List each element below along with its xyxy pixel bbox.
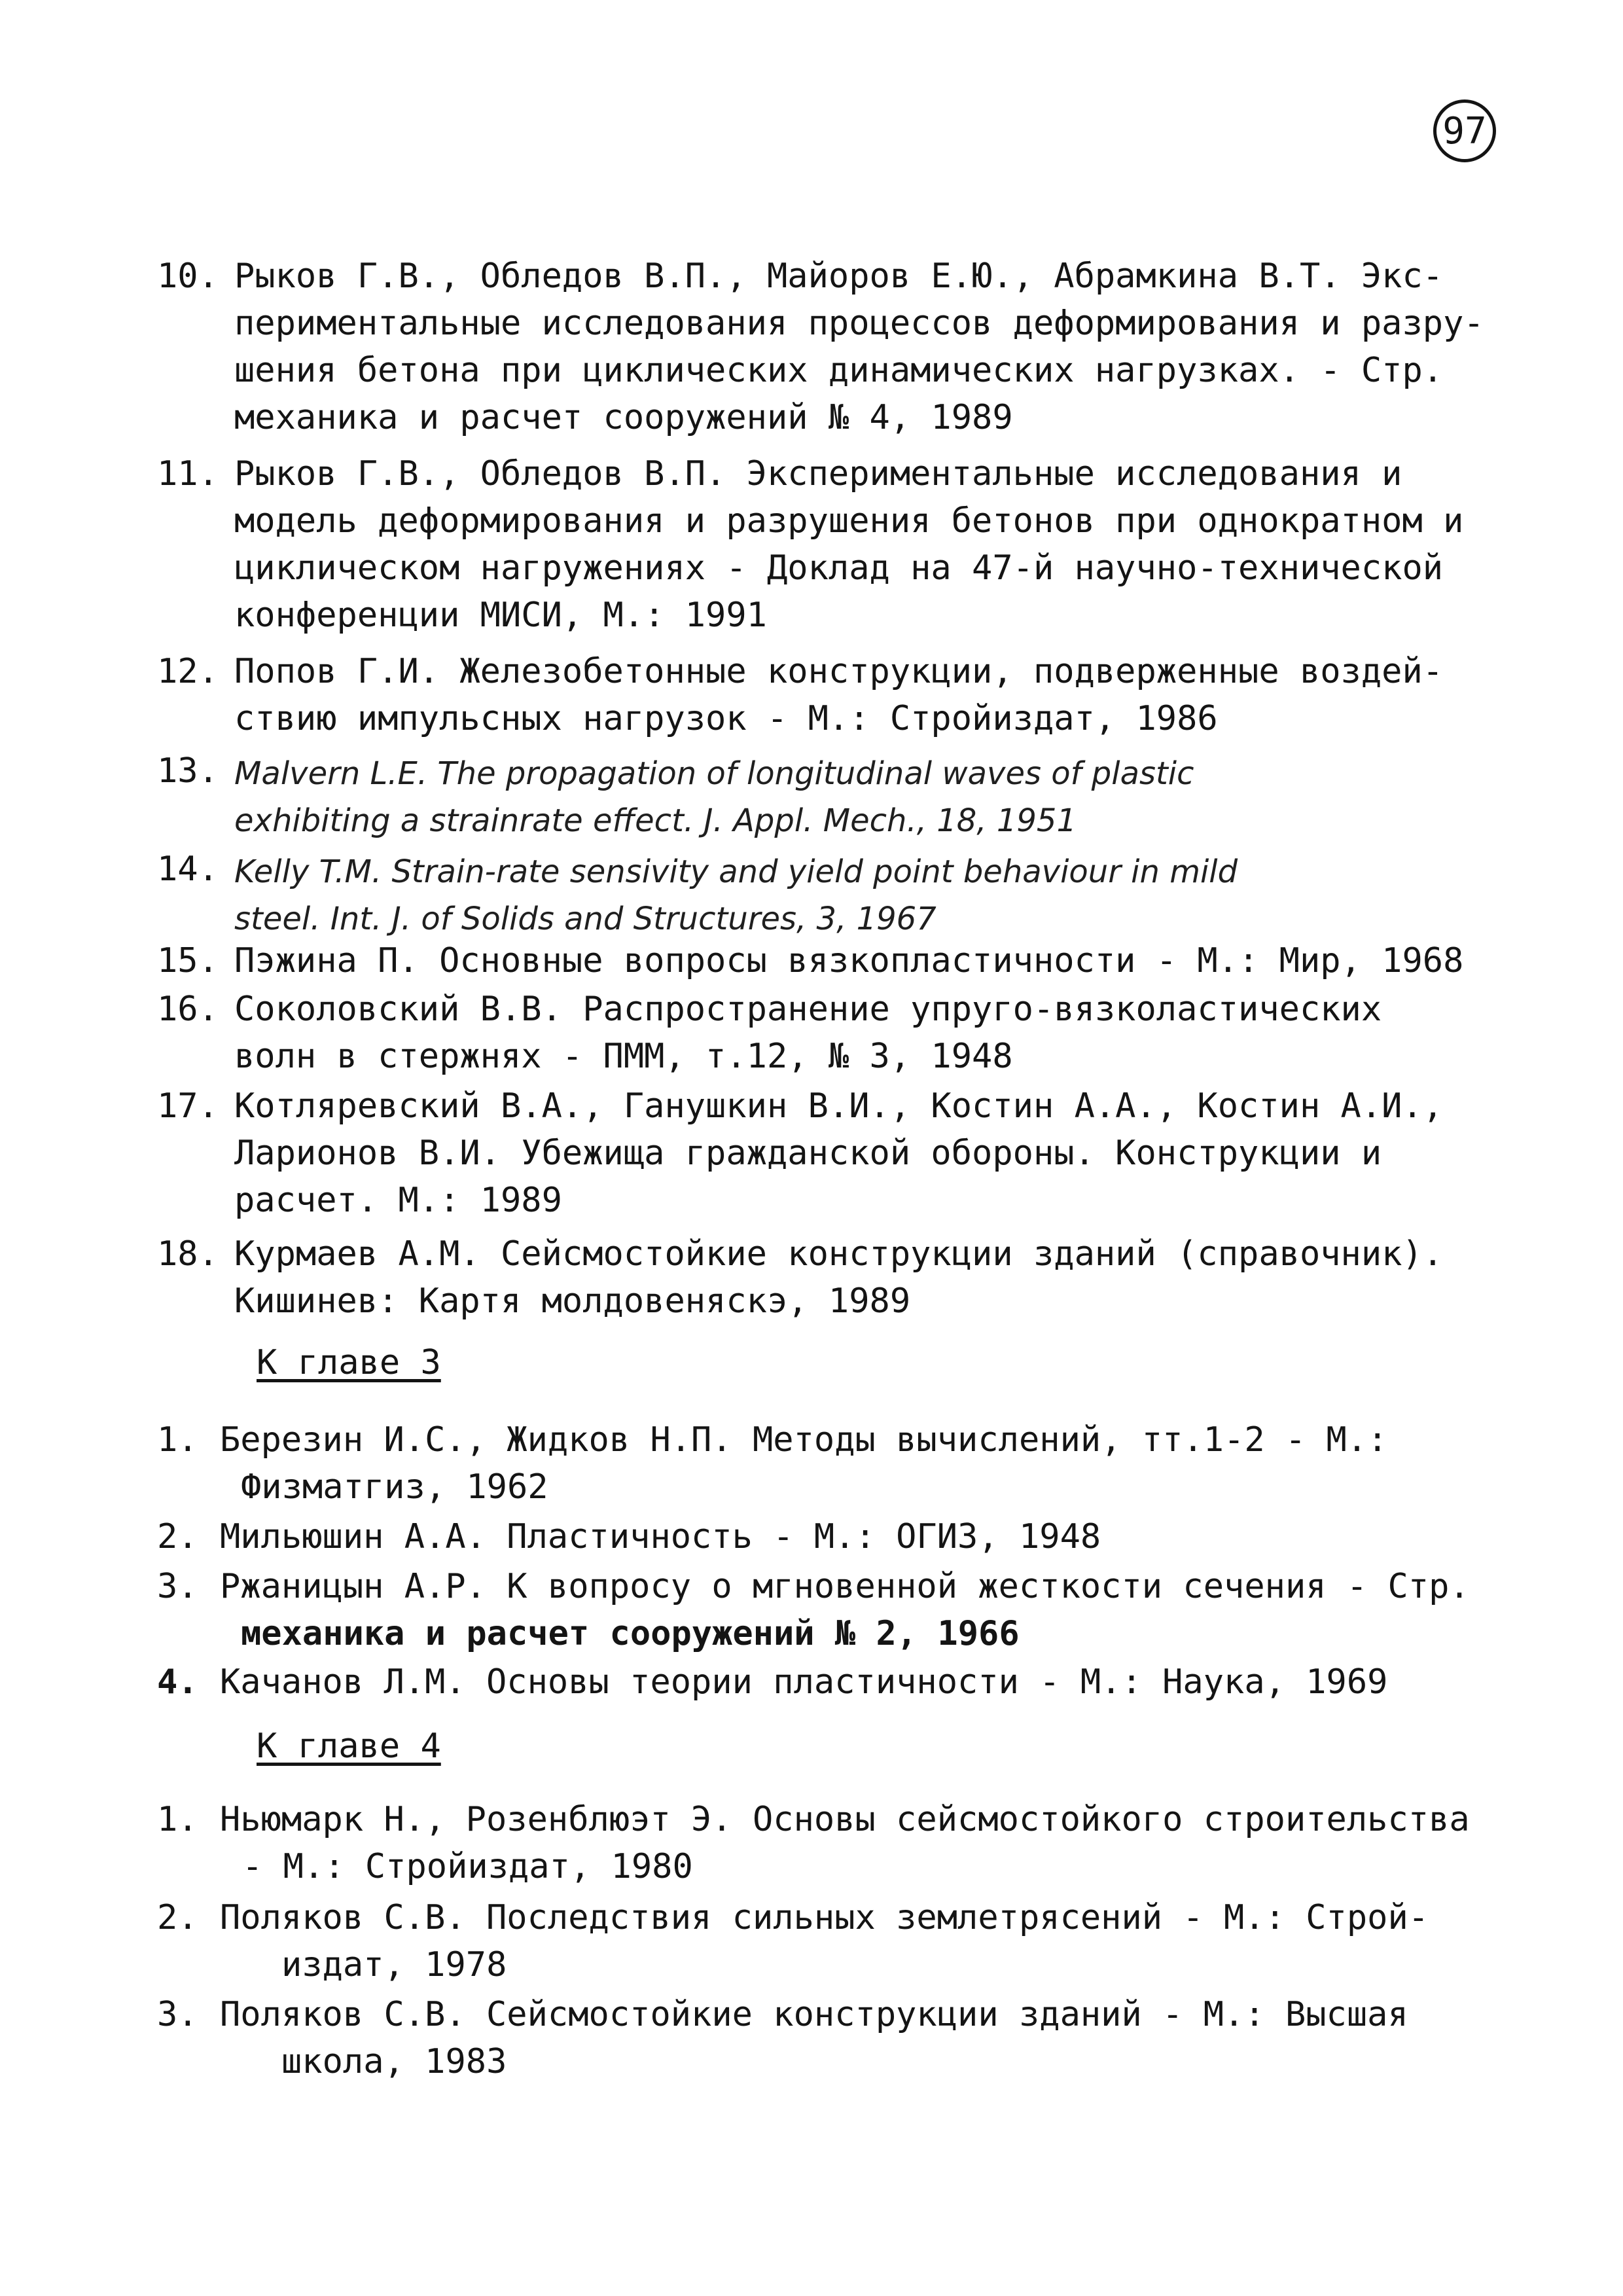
reference-line: - М.: Стройиздат, 1980 [242, 1847, 693, 1886]
chapter-3-heading: К главе 3 [257, 1343, 441, 1382]
reference-number: 13. [157, 751, 219, 791]
reference-line: циклическом нагружениях - Доклад на 47-й научно-технической [234, 548, 1444, 588]
reference-line: Соколовский В.В. Распространение упруго-вязколастических [234, 990, 1382, 1029]
reference-line: модель деформирования и разрушения бетонов при однократном и [234, 501, 1464, 541]
reference-number: 3. [157, 1567, 198, 1606]
reference-number: 1. [157, 1800, 198, 1839]
reference-line: шения бетона при циклических динамических нагрузках. - Стр. [234, 351, 1444, 390]
reference-number: 17. [157, 1086, 219, 1126]
handwritten-reference-line: exhibiting a strainrate effect. J. Appl. Mech., 18, 1951 [234, 802, 1077, 839]
reference-line: Кишинев: Картя молдовеняскэ, 1989 [234, 1282, 911, 1321]
reference-line: волн в стержнях - ПММ, т.12, № 3, 1948 [234, 1037, 1013, 1076]
reference-line: расчет. М.: 1989 [234, 1181, 562, 1220]
reference-number: 15. [157, 941, 219, 980]
reference-number: 16. [157, 990, 219, 1029]
reference-line: Котляревский В.А., Ганушкин В.И., Костин А.А., Костин А.И., [234, 1086, 1444, 1126]
reference-line: Физматгиз, 1962 [241, 1467, 548, 1507]
reference-line: конференции МИСИ, М.: 1991 [234, 596, 767, 635]
reference-line: механика и расчет сооружений № 2, 1966 [241, 1614, 1020, 1653]
handwritten-reference-line: Kelly T.M. Strain-rate sensivity and yield point behaviour in mild [234, 853, 1238, 890]
reference-line: школа, 1983 [281, 2042, 507, 2081]
reference-line: Березин И.С., Жидков Н.П. Методы вычислений, тт.1-2 - М.: [220, 1420, 1388, 1460]
reference-line: Мильюшин А.А. Пластичность - М.: ОГИЗ, 1948 [220, 1517, 1101, 1556]
reference-line: Рыков Г.В., Обледов В.П., Майоров Е.Ю., Абрамкина В.Т. Экс- [234, 257, 1444, 296]
reference-line: ствию импульсных нагрузок - М.: Стройиздат, 1986 [234, 699, 1218, 738]
reference-line: Ньюмарк Н., Розенблюэт Э. Основы сейсмостойкого строительства [220, 1800, 1470, 1839]
reference-number: 4. [157, 1662, 198, 1702]
page-number-text: 97 [1442, 109, 1487, 152]
reference-line: Попов Г.И. Железобетонные конструкции, подверженные воздей- [234, 652, 1444, 691]
reference-number: 18. [157, 1234, 219, 1274]
reference-number: 14. [157, 850, 219, 889]
reference-number: 1. [157, 1420, 198, 1460]
handwritten-reference-line: Malvern L.E. The propagation of longitudinal waves of plastic [234, 755, 1194, 792]
reference-line: издат, 1978 [281, 1945, 507, 1984]
reference-line: Поляков С.В. Последствия сильных землетрясений - М.: Строй- [220, 1898, 1429, 1937]
page-number [1433, 99, 1496, 162]
reference-number: 2. [157, 1898, 198, 1937]
reference-line: Рыков Г.В., Обледов В.П. Экспериментальные исследования и [234, 454, 1402, 493]
reference-line: механика и расчет сооружений № 4, 1989 [234, 398, 1013, 437]
handwritten-reference-line: steel. Int. J. of Solids and Structures, 3, 1967 [234, 901, 936, 937]
reference-number: 3. [157, 1995, 198, 2034]
reference-number: 10. [157, 257, 219, 296]
reference-number: 11. [157, 454, 219, 493]
reference-line: Пэжина П. Основные вопросы вязкопластичности - М.: Мир, 1968 [234, 941, 1464, 980]
reference-line: Курмаев А.М. Сейсмостойкие конструкции зданий (справочник). [234, 1234, 1444, 1274]
reference-line: Поляков С.В. Сейсмостойкие конструкции зданий - М.: Высшая [220, 1995, 1408, 2034]
reference-number: 2. [157, 1517, 198, 1556]
reference-line: Ларионов В.И. Убежища гражданской обороны. Конструкции и [234, 1134, 1382, 1173]
reference-line: Ржаницын А.Р. К вопросу о мгновенной жесткости сечения - Стр. [220, 1567, 1470, 1606]
chapter-4-heading: К главе 4 [257, 1727, 441, 1766]
reference-line: периментальные исследования процессов деформирования и разру- [234, 304, 1484, 343]
reference-line: Качанов Л.М. Основы теории пластичности - М.: Наука, 1969 [220, 1662, 1388, 1702]
reference-number: 12. [157, 652, 219, 691]
